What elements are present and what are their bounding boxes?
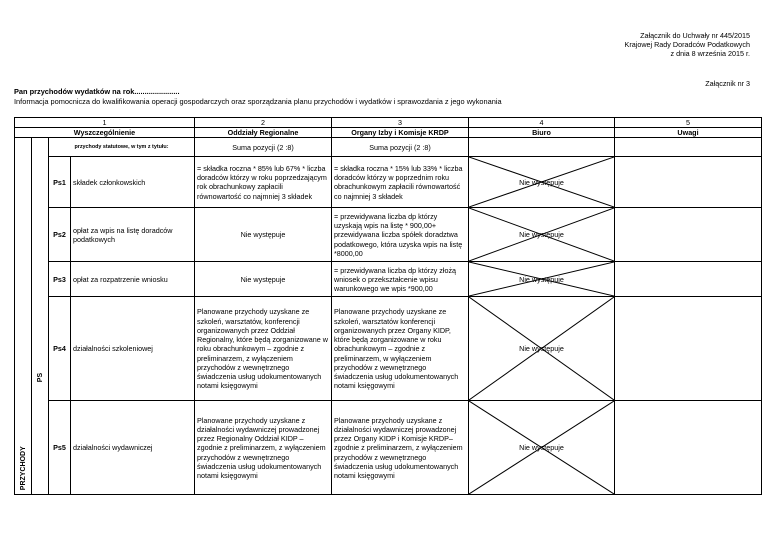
col-number-3: 3 bbox=[332, 118, 469, 128]
biuro-cell bbox=[469, 208, 615, 262]
statutory-sum-regional: Suma pozycji (2 :8) bbox=[195, 138, 332, 157]
col-number-5: 5 bbox=[615, 118, 762, 128]
remarks-cell bbox=[615, 262, 762, 297]
resolution-header bbox=[625, 31, 750, 58]
regional-cell: Planowane przychody uzyskane z działalności wydawniczej prowadzonej przez Regionalny Oddział KIDP – zgodnie z preliminarzem, z wyłączeniem przychodów z wewnętrznego świadczenia usług udokumentowanych notami księgowymi bbox=[195, 401, 332, 495]
header-line-1: Załącznik do Uchwały nr 445/2015 bbox=[640, 31, 750, 40]
table-row bbox=[15, 208, 762, 262]
regional-cell: Planowane przychody uzyskane ze szkoleń, warsztatów, konferencji organizowanych przez Oddział Regionalny, które będą zorganizowane w roku obrachunkowym – zgodnie z preliminarzem, z wyłączeniem przychodów z wewnętrznego świadczenia usług udokumentowanych notami księgowymi bbox=[195, 297, 332, 401]
statutory-remarks-cell bbox=[615, 138, 762, 157]
page-title: Pan przychodów wydatków na rok...................... bbox=[14, 87, 180, 96]
organs-cell: = przewidywana liczba dp którzy złożą wniosek o przekształcenie wpisu warunkowego we wpis *900,00 bbox=[332, 262, 469, 297]
page-subtitle: Informacja pomocnicza do kwalifikowania operacji gospodarczych oraz sporządzania planu przychodów i wydatków i sprawozdania z jego wykonania bbox=[14, 96, 502, 106]
row-name: działalności szkoleniowej bbox=[71, 297, 195, 401]
statutory-sum-organs: Suma pozycji (2 :8) bbox=[332, 138, 469, 157]
column-header-row bbox=[15, 128, 762, 138]
plan-table bbox=[14, 117, 762, 495]
remarks-cell bbox=[615, 401, 762, 495]
header-organy-izby: Organy Izby i Komisje KRDP bbox=[332, 128, 469, 138]
organs-cell: = przewidywana liczba dp którzy uzyskają wpis na listę * 900,00+ przewidywana liczba spółek doradztwa podatkowego, która uzyska wpis na listę *8000,00 bbox=[332, 208, 469, 262]
header-line-2: Krajowej Rady Doradców Podatkowych bbox=[624, 40, 750, 49]
organs-cell: = składka roczna * 15% lub 33% * liczba doradców którzy w poprzednim roku obrachunkowym zapłacili równowartość co najmniej 3 składek bbox=[332, 157, 469, 208]
side-label-przychody bbox=[15, 138, 32, 495]
remarks-cell bbox=[615, 297, 762, 401]
row-code: Ps5 bbox=[49, 401, 71, 495]
header-uwagi: Uwagi bbox=[615, 128, 762, 138]
row-code: Ps2 bbox=[49, 208, 71, 262]
biuro-value: Nie występuje bbox=[519, 344, 564, 354]
column-number-row bbox=[15, 118, 762, 128]
annex-label: Załącznik nr 3 bbox=[705, 79, 750, 88]
biuro-cell bbox=[469, 401, 615, 495]
regional-cell: Nie występuje bbox=[195, 208, 332, 262]
biuro-cell bbox=[469, 297, 615, 401]
col-number-4: 4 bbox=[469, 118, 615, 128]
header-wyszczegolnienie: Wyszczególnienie bbox=[15, 128, 195, 138]
statutory-income-label: przychody statutowe, w tym z tytułu: bbox=[49, 138, 195, 157]
remarks-cell bbox=[615, 157, 762, 208]
biuro-cell bbox=[469, 157, 615, 208]
header-oddzialy-regionalne: Oddziały Regionalne bbox=[195, 128, 332, 138]
statutory-income-row bbox=[15, 138, 762, 157]
organs-cell: Planowane przychody uzyskane z działalności wydawniczej prowadzonej przez Organy KIDP i Komisje KRDP– zgodnie z preliminarzem, z wyłączeniem przychodów z wewnętrznego świadczenia usług udokumentowanych notami księgowymi bbox=[332, 401, 469, 495]
col-number-1: 1 bbox=[15, 118, 195, 128]
side-label-ps bbox=[32, 138, 49, 495]
table-row bbox=[15, 262, 762, 297]
col-number-2: 2 bbox=[195, 118, 332, 128]
row-name: opłat za wpis na listę doradców podatkowych bbox=[71, 208, 195, 262]
row-name: działalności wydawniczej bbox=[71, 401, 195, 495]
remarks-cell bbox=[615, 208, 762, 262]
statutory-biuro-cell bbox=[469, 138, 615, 157]
header-line-3: z dnia 8 września 2015 r. bbox=[670, 49, 750, 58]
biuro-value: Nie występuje bbox=[519, 443, 564, 453]
row-name: opłat za rozpatrzenie wniosku bbox=[71, 262, 195, 297]
title-block bbox=[14, 87, 502, 106]
table-row bbox=[15, 297, 762, 401]
row-name: składek członkowskich bbox=[71, 157, 195, 208]
row-code: Ps4 bbox=[49, 297, 71, 401]
biuro-cell bbox=[469, 262, 615, 297]
biuro-value: Nie występuje bbox=[519, 177, 564, 187]
ps-label: PS bbox=[36, 373, 44, 383]
regional-cell: Nie występuje bbox=[195, 262, 332, 297]
biuro-value: Nie występuje bbox=[519, 230, 564, 240]
table-row bbox=[15, 401, 762, 495]
przychody-label: PRZYCHODY bbox=[19, 446, 27, 491]
header-biuro: Biuro bbox=[469, 128, 615, 138]
organs-cell: Planowane przychody uzyskane ze szkoleń, warsztatów konferencji organizowanych przez Organy KIDP, które będą zorganizowane w roku obrachunkowym – zgodnie z preliminarzem, w wyłączeniem przychodów z wewnętrznego świadczenia usług udokumentowanych notami księgowymi bbox=[332, 297, 469, 401]
table-row bbox=[15, 157, 762, 208]
biuro-value: Nie występuje bbox=[519, 274, 564, 284]
regional-cell: = składka roczna * 85% lub 67% * liczba doradców którzy w roku poprzedzającym rok obrachunkowy zapłacili równowartość co najmniej 3 składek bbox=[195, 157, 332, 208]
row-code: Ps3 bbox=[49, 262, 71, 297]
row-code: Ps1 bbox=[49, 157, 71, 208]
